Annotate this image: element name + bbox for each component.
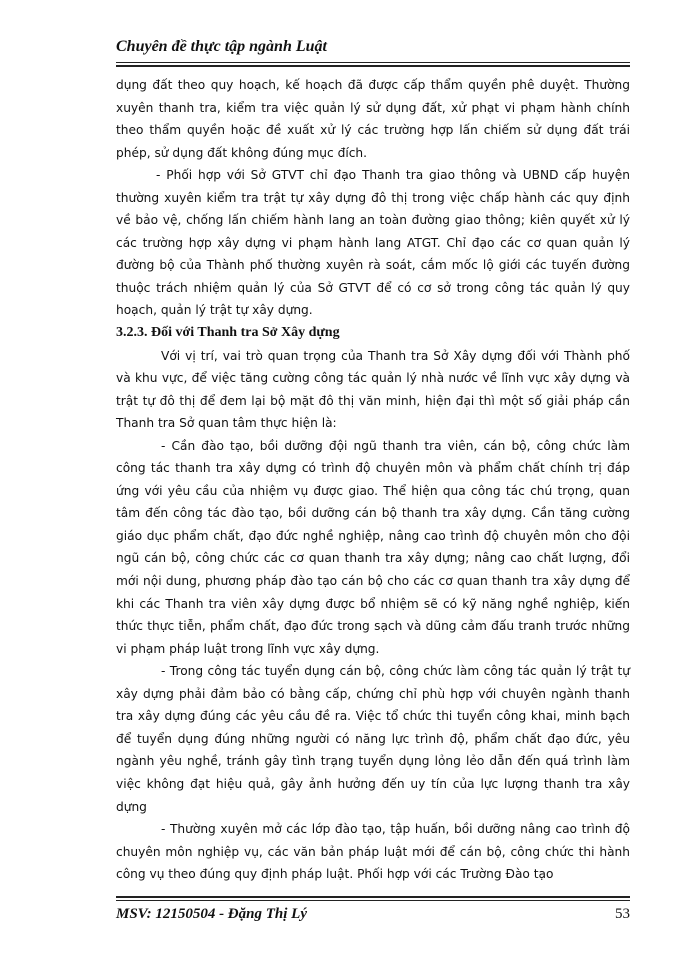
page-header (116, 24, 630, 58)
header-title: Chuyên đề thực tập ngành Luật (116, 38, 327, 55)
paragraph-3: Với vị trí, vai trò quan trọng của Thanh tra Sở Xây dựng đối với Thành phố và khu vực, để việc tăng cường công tác quản lý nhà nước về lĩnh vực xây dựng và trật tự đô thị để đem lại bộ mặt đô thị văn minh, hiện đại thì một số giải pháp cần Thanh tra Sở quan tâm thực hiện là: (116, 348, 630, 431)
footer-rule-thin (116, 900, 630, 901)
header-rule-thick (116, 65, 630, 67)
paragraph-1: dụng đất theo quy hoạch, kế hoạch đã được cấp thẩm quyền phê duyệt. Thường xuyên thanh tra, kiểm tra việc quản lý sử dụng đất, xử phạt vi phạm hành chính theo thẩm quyền hoặc đề xuất xử lý các trường hợp lấn chiếm sử dụng đất trái phép, sử dụng đất không đúng mục đích. (116, 78, 630, 160)
paragraph-6: - Thường xuyên mở các lớp đào tạo, tập huấn, bồi dưỡng nâng cao trình độ chuyên môn nghiệp vụ, các văn bản pháp luật mới để cán bộ, công chức thi hành công vụ theo đúng quy định pháp luật. Phối hợp với các Trường Đào tạo (116, 822, 630, 882)
page-number: 53 (615, 906, 630, 922)
footer-student-info: MSV: 12150504 - Đặng Thị Lý (116, 906, 307, 922)
footer-rule-thick (116, 896, 630, 898)
paragraph-5: - Trong công tác tuyển dụng cán bộ, công chức làm công tác quản lý trật tự xây dựng phải đảm bảo có bằng cấp, chứng chỉ phù hợp với chuyên ngành thanh tra xây dựng đúng các yêu cầu đề ra. Việc tổ chức thi tuyển công khai, minh bạch để tuyển dụng đúng những người có năng lực trình độ, phẩm chất đạo đức, yêu ngành yêu nghề, tránh gây tình trạng tuyển dụng lỏng lẻo dẫn đến quá trình làm việc không đạt hiệu quả, gây ảnh hưởng đến uy tín của lực lượng thanh tra xây dựng (116, 664, 630, 814)
header-rule-thin (116, 62, 630, 63)
page-footer (116, 904, 630, 930)
paragraph-2: - Phối hợp với Sở GTVT chỉ đạo Thanh tra giao thông và UBND cấp huyện thường xuyên kiểm tra trật tự xây dựng đô thị trong việc chấp hành các quy định về bảo vệ, chống lấn chiếm hành lang an toàn đường giao thông; kiên quyết xử lý các trường hợp xây dựng vi phạm hành lang ATGT. Chỉ đạo các cơ quan quản lý đường bộ của Thành phố thường xuyên rà soát, cắm mốc lộ giới các tuyến đường thuộc trách nhiệm quản lý của Sở GTVT để có cơ sở trong công tác quản lý quy hoạch, quản lý trật tự xây dựng. (116, 168, 630, 318)
body-text (116, 74, 630, 886)
section-heading: 3.2.3. Đối với Thanh tra Sở Xây dựng (116, 325, 340, 341)
paragraph-4: - Cần đào tạo, bồi dưỡng đội ngũ thanh tra viên, cán bộ, công chức làm công tác thanh tra xây dựng có trình độ chuyên môn và phẩm chất chính trị đáp ứng với yêu cầu của nhiệm vụ được giao. Thể hiện qua công tác chú trọng, quan tâm đến công tác đào tạo, bồi dưỡng cán bộ thanh tra xây dựng. Cần tăng cường giáo dục phẩm chất, đạo đức nghề nghiệp, nâng cao trình độ chuyên môn cho đội ngũ cán bộ, công chức các cơ quan thanh tra xây dựng; nâng cao chất lượng, đổi mới nội dung, phương pháp đào tạo cán bộ cho các cơ quan thanh tra xây dựng để khi các Thanh tra viên xây dựng được bổ nhiệm sẽ có kỹ năng nghề nghiệp, kiến thức thực tiễn, phẩm chất, đạo đức trong sạch và dũng cảm đấu tranh trước những vi phạm pháp luật trong lĩnh vực xây dựng. (116, 438, 630, 656)
